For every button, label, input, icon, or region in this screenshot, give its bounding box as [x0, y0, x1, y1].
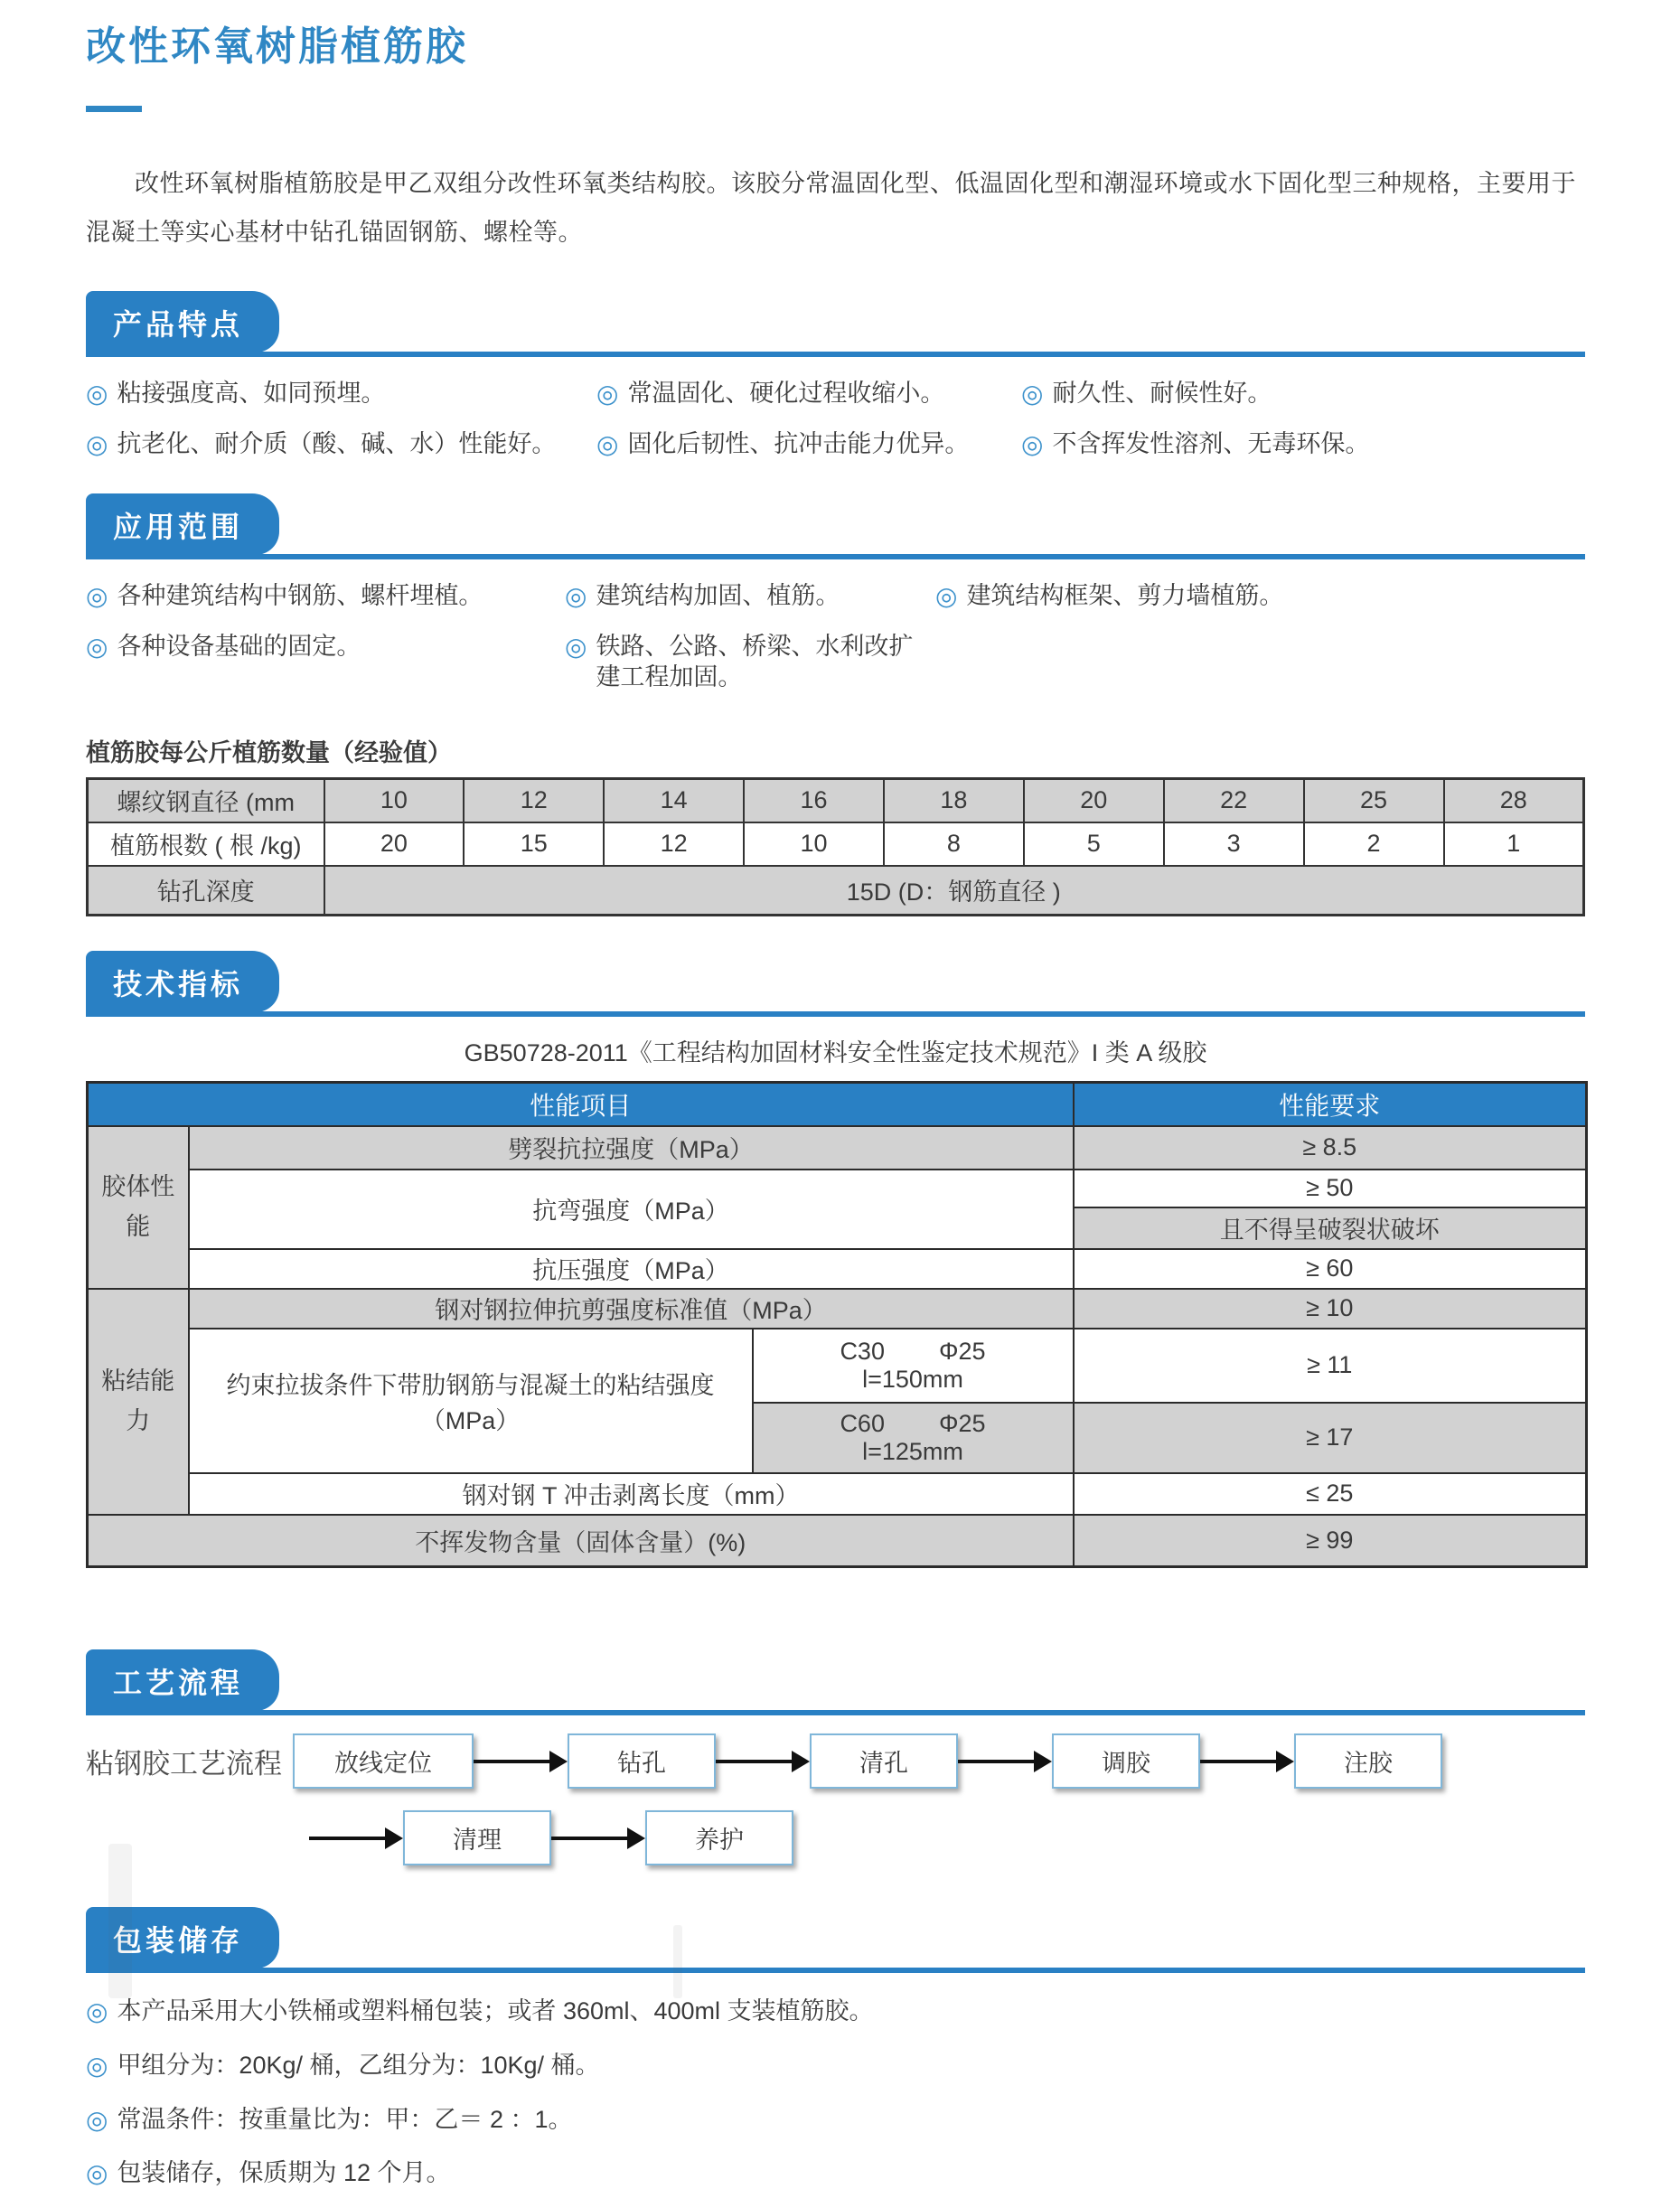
feature-item [1021, 379, 1585, 409]
concrete-grade: C60 [840, 1409, 885, 1437]
diameter-value: 10 [324, 778, 465, 822]
tech-row-label: 劈裂抗拉强度（MPa） [189, 1126, 1074, 1170]
watermark-sketch [108, 1844, 132, 1998]
embed-length: l=150mm [862, 1365, 963, 1393]
drill-depth-value: 15D (D：钢筋直径 ) [324, 866, 1584, 916]
diameter-value: 28 [1444, 778, 1584, 822]
count-value: 2 [1304, 822, 1444, 866]
section-tab-packaging: 包装储存 [86, 1907, 279, 1968]
arrow-icon [309, 1827, 403, 1849]
count-value: 12 [604, 822, 744, 866]
count-value: 8 [884, 822, 1024, 866]
diameter-value: 16 [744, 778, 884, 822]
rebar-diameter: Φ25 [938, 1409, 986, 1437]
count-value: 1 [1444, 822, 1584, 866]
section-header-process [86, 1649, 1585, 1715]
application-item [565, 581, 935, 612]
tech-row-label: 抗压强度（MPa） [189, 1249, 1074, 1289]
section-header-tech [86, 951, 1585, 1017]
feature-text: 不含挥发性溶剂、无毒环保。 [1052, 429, 1370, 457]
count-value: 10 [744, 822, 884, 866]
bond-label-line1: 约束拉拔条件下带肋钢筋与混凝土的粘结强度 [226, 1371, 715, 1399]
bullet-icon: ◎ [565, 582, 587, 611]
drill-depth-label: 钻孔深度 [88, 866, 324, 916]
intro-paragraph: 改性环氧树脂植筋胶是甲乙双组分改性环氧类结构胶。该胶分常温固化型、低温固化型和潮湿环境或水下固化型三种规格，主要用于混凝土等实心基材中钻孔锚固钢筋、螺栓等。 [86, 169, 1576, 246]
rebar-diameter-label: 螺纹钢直径 (mm [88, 778, 324, 822]
application-text: 建筑结构框架、剪力墙植筋。 [966, 582, 1284, 610]
diameter-value: 14 [604, 778, 744, 822]
tech-table [86, 1081, 1588, 1569]
count-value: 3 [1164, 822, 1304, 866]
tech-row-req: 且不得呈破裂状破坏 [1074, 1207, 1587, 1249]
bullet-icon: ◎ [86, 2159, 108, 2188]
tech-row-label: 不挥发物含量（固体含量）(%) [88, 1515, 1074, 1567]
features-list [86, 379, 1585, 460]
application-text: 建筑结构加固、植筋。 [596, 582, 840, 610]
count-value: 20 [324, 822, 465, 866]
bullet-icon: ◎ [86, 429, 108, 458]
packaging-text: 甲组分为：20Kg/ 桶，乙组分为：10Kg/ 桶。 [117, 2051, 600, 2079]
bullet-icon: ◎ [86, 2105, 108, 2134]
bond-spec-c60 [753, 1403, 1074, 1473]
feature-text: 粘接强度高、如同预埋。 [117, 379, 386, 407]
rebar-table-caption: 植筋胶每公斤植筋数量（经验值） [86, 738, 452, 766]
diameter-value: 25 [1304, 778, 1444, 822]
concrete-grade: C30 [840, 1337, 885, 1365]
feature-text: 抗老化、耐介质（酸、碱、水）性能好。 [117, 429, 557, 457]
tech-row-req: ≥ 99 [1074, 1515, 1587, 1567]
application-text: 各种设备基础的固定。 [117, 633, 361, 661]
bullet-icon: ◎ [1021, 379, 1044, 408]
tech-row-label: 钢对钢拉伸抗剪强度标准值（MPa） [189, 1289, 1074, 1329]
bullet-icon: ◎ [86, 582, 108, 611]
bullet-icon: ◎ [565, 633, 587, 662]
diameter-value: 22 [1164, 778, 1304, 822]
tech-group-bond: 粘结能力 [88, 1289, 189, 1515]
packaging-item [86, 2105, 1585, 2136]
section-header-applications [86, 493, 1585, 559]
bullet-icon: ◎ [86, 633, 108, 662]
packaging-item [86, 2051, 1585, 2081]
diameter-value: 20 [1024, 778, 1164, 822]
bullet-icon: ◎ [935, 582, 958, 611]
packaging-text: 常温条件：按重量比为：甲：乙＝ 2 ：1。 [117, 2105, 573, 2133]
feature-text: 常温固化、硬化过程收缩小。 [627, 379, 945, 407]
feature-text: 耐久性、耐候性好。 [1052, 379, 1272, 407]
rebar-diameter: Φ25 [938, 1337, 986, 1365]
rebar-count-label: 植筋根数 ( 根 /kg) [88, 822, 324, 866]
flow-step-box: 清理 [403, 1810, 551, 1865]
feature-item [86, 379, 596, 409]
section-tab-applications: 应用范围 [86, 493, 279, 555]
tech-group-body: 胶体性能 [88, 1126, 189, 1289]
section-tab-features: 产品特点 [86, 291, 279, 352]
bullet-icon: ◎ [86, 2051, 108, 2080]
packaging-list [86, 1996, 1585, 2189]
section-tab-process: 工艺流程 [86, 1649, 279, 1711]
bullet-icon: ◎ [86, 379, 108, 408]
tech-row-label-bond [189, 1329, 753, 1473]
process-flow-row2 [309, 1810, 1585, 1865]
bullet-icon: ◎ [1021, 429, 1044, 458]
section-header-packaging [86, 1907, 1585, 1973]
bullet-icon: ◎ [596, 429, 619, 458]
diameter-value: 18 [884, 778, 1024, 822]
count-value: 15 [464, 822, 604, 866]
tech-row-req: ≥ 17 [1074, 1403, 1587, 1473]
diameter-value: 12 [464, 778, 604, 822]
section-tab-tech: 技术指标 [86, 951, 279, 1012]
flow-step-box: 钻孔 [568, 1733, 716, 1789]
packaging-text: 本产品采用大小铁桶或塑料桶包装；或者 360ml、400ml 支装植筋胶。 [117, 1997, 874, 2025]
applications-list [86, 581, 1585, 692]
tech-row-req: ≤ 25 [1074, 1473, 1587, 1515]
bond-spec-c30 [753, 1329, 1074, 1403]
section-header-features [86, 291, 1585, 357]
process-flow-row1 [86, 1733, 1585, 1789]
application-item [935, 581, 1585, 612]
packaging-text: 包装储存，保质期为 12 个月。 [117, 2159, 451, 2187]
application-text: 铁路、公路、桥梁、水利改扩建工程加固。 [596, 633, 914, 691]
tech-row-req: ≥ 50 [1074, 1170, 1587, 1207]
application-item [86, 581, 565, 612]
tech-col-req-header: 性能要求 [1074, 1082, 1587, 1126]
arrow-icon [1200, 1751, 1294, 1772]
application-text: 各种建筑结构中钢筋、螺杆埋植。 [117, 582, 483, 610]
application-item [86, 632, 565, 693]
feature-item [1021, 429, 1585, 460]
flow-step-box: 养护 [645, 1810, 793, 1865]
packaging-item [86, 1996, 1585, 2027]
bond-label-line2: （MPa） [420, 1406, 521, 1434]
title-underline-dash [86, 106, 142, 112]
embed-length: l=125mm [862, 1437, 963, 1465]
tech-row-label: 钢对钢 T 冲击剥离长度（mm） [189, 1473, 1074, 1515]
standard-caption: GB50728-2011《工程结构加固材料安全性鉴定技术规范》I 类 A 级胶 [464, 1038, 1207, 1066]
application-item [565, 632, 935, 693]
tech-row-req: ≥ 8.5 [1074, 1126, 1587, 1170]
page-title: 改性环氧树脂植筋胶 [86, 24, 468, 69]
tech-row-req: ≥ 11 [1074, 1329, 1587, 1403]
bullet-icon: ◎ [596, 379, 619, 408]
flow-step-box: 调胶 [1052, 1733, 1200, 1789]
tech-row-label: 抗弯强度（MPa） [189, 1170, 1074, 1249]
arrow-icon [958, 1751, 1052, 1772]
feature-item [596, 379, 1021, 409]
packaging-item [86, 2158, 1585, 2189]
feature-text: 固化后韧性、抗冲击能力优异。 [627, 429, 970, 457]
feature-item [596, 429, 1021, 460]
flow-step-box: 放线定位 [293, 1733, 474, 1789]
arrow-icon [474, 1751, 568, 1772]
tech-row-req: ≥ 60 [1074, 1249, 1587, 1289]
feature-item [86, 429, 596, 460]
flow-step-box: 清孔 [810, 1733, 958, 1789]
process-subtitle: 粘钢胶工艺流程 [86, 1748, 282, 1780]
arrow-icon [551, 1827, 645, 1849]
flow-step-box: 注胶 [1294, 1733, 1442, 1789]
count-value: 5 [1024, 822, 1164, 866]
watermark-sketch [673, 1925, 682, 1998]
tech-col-item-header: 性能项目 [88, 1082, 1074, 1126]
tech-row-req: ≥ 10 [1074, 1289, 1587, 1329]
bullet-icon: ◎ [86, 1997, 108, 2026]
arrow-icon [716, 1751, 810, 1772]
rebar-table [86, 777, 1585, 916]
